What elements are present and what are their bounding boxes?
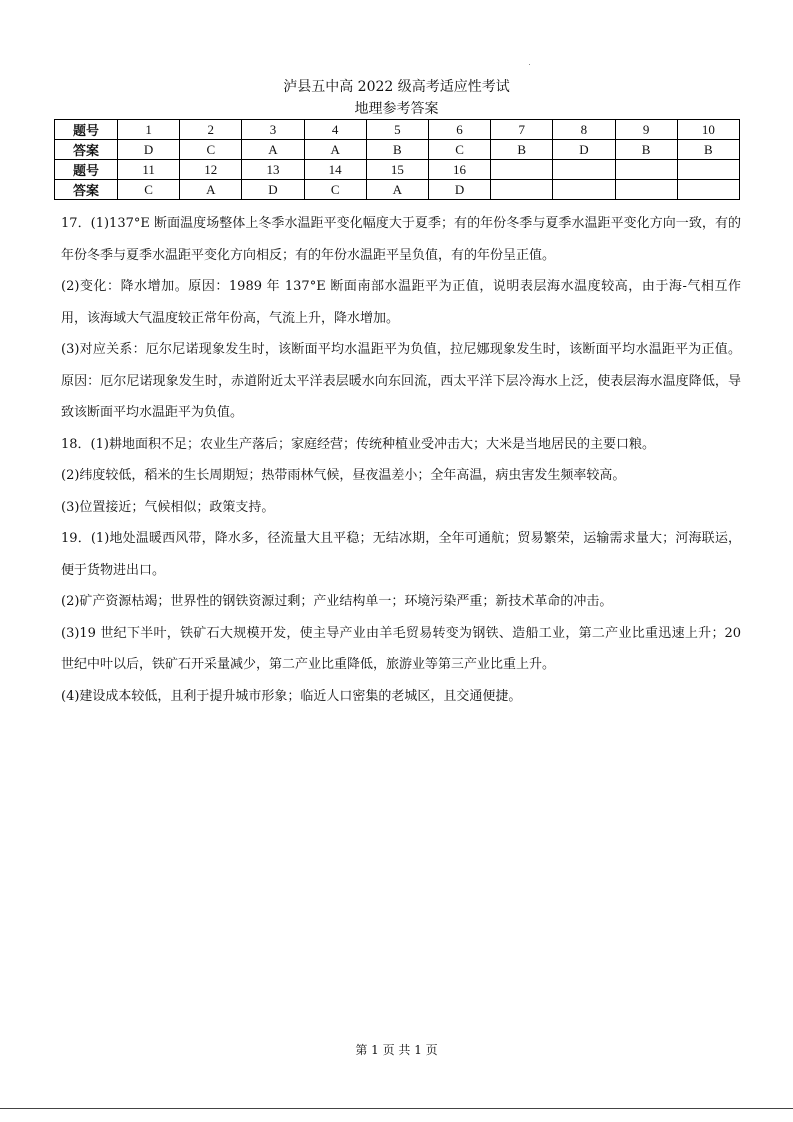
answer-cell: B bbox=[615, 140, 677, 160]
answer-cell: D bbox=[553, 140, 615, 160]
answer-key-subtitle: 地理参考答案 bbox=[354, 101, 439, 117]
row-label-answer: 答案 bbox=[55, 140, 118, 160]
question-number-cell: 13 bbox=[242, 160, 304, 180]
row-label-answer: 答案 bbox=[55, 180, 118, 200]
table-row bbox=[55, 120, 740, 140]
answer-cell: C bbox=[180, 140, 242, 160]
answer-table bbox=[54, 119, 740, 200]
question-number-cell: 10 bbox=[677, 120, 739, 140]
question-number-cell: 15 bbox=[366, 160, 428, 180]
answer-cell: B bbox=[366, 140, 428, 160]
question-number-cell: 3 bbox=[242, 120, 304, 140]
empty-cell bbox=[615, 160, 677, 180]
empty-cell bbox=[553, 160, 615, 180]
empty-cell bbox=[491, 180, 553, 200]
answer-paragraph-17-3: (3)对应关系：厄尔尼诺现象发生时，该断面平均水温距平为负值，拉尼娜现象发生时，该断面平均水温距平为正值。原因：厄尔尼诺现象发生时，赤道附近太平洋表层暖水向东回流，西太平洋下层冷海水上泛，使表层海水温度降低，导致该断面平均水温距平为负值。 bbox=[61, 342, 741, 420]
answer-cell: D bbox=[242, 180, 304, 200]
answer-cell: B bbox=[677, 140, 739, 160]
answer-cell: B bbox=[491, 140, 553, 160]
answer-explanations bbox=[61, 208, 741, 712]
page-footer: 第 1 页 共 1 页 bbox=[355, 1043, 438, 1057]
answer-paragraph-19-1: 19．(1)地处温暖西风带，降水多，径流量大且平稳；无结冰期，全年可通航；贸易繁荣，运输需求量大；河海联运，便于货物进出口。 bbox=[61, 531, 741, 578]
question-number-cell: 14 bbox=[304, 160, 366, 180]
empty-cell bbox=[677, 160, 739, 180]
empty-cell bbox=[553, 180, 615, 200]
answer-paragraph-19-4: (4)建设成本较低，且利于提升城市形象；临近人口密集的老城区，且交通便捷。 bbox=[61, 688, 522, 704]
answer-cell: A bbox=[366, 180, 428, 200]
answer-paragraph-17-1: 17．(1)137°E 断面温度场整体上冬季水温距平变化幅度大于夏季；有的年份冬季与夏季水温距平变化方向一致，有的年份冬季与夏季水温距平变化方向相反；有的年份水温距平呈负值，有的年份呈正值。 bbox=[61, 216, 741, 263]
question-number-cell: 5 bbox=[366, 120, 428, 140]
question-number-cell: 7 bbox=[491, 120, 553, 140]
empty-cell bbox=[615, 180, 677, 200]
bottom-divider bbox=[0, 1108, 793, 1109]
answer-paragraph-18-3: (3)位置接近；气候相似；政策支持。 bbox=[61, 499, 275, 515]
answer-paragraph-17-2: (2)变化：降水增加。原因：1989 年 137°E 断面南部水温距平为正值，说明表层海水温度较高，由于海-气相互作用，该海域大气温度较正常年份高，气流上升，降水增加。 bbox=[61, 279, 741, 326]
table-row bbox=[55, 180, 740, 200]
question-number-cell: 6 bbox=[428, 120, 490, 140]
question-number-cell: 2 bbox=[180, 120, 242, 140]
row-label-number: 题号 bbox=[55, 160, 118, 180]
answer-paragraph-19-3: (3)19 世纪下半叶，铁矿石大规模开发，使主导产业由羊毛贸易转变为钢铁、造船工业，第二产业比重迅速上升；20 世纪中叶以后，铁矿石开采量减少，第二产业比重降低，旅游业等第三产业比重上升。 bbox=[61, 625, 741, 672]
answer-cell: A bbox=[242, 140, 304, 160]
exam-title: 泸县五中高 2022 级高考适应性考试 bbox=[283, 79, 510, 95]
question-number-cell: 9 bbox=[615, 120, 677, 140]
answer-cell: C bbox=[428, 140, 490, 160]
question-number-cell: 8 bbox=[553, 120, 615, 140]
empty-cell bbox=[677, 180, 739, 200]
empty-cell bbox=[491, 160, 553, 180]
answer-cell: A bbox=[304, 140, 366, 160]
scan-speck bbox=[529, 64, 530, 65]
answer-cell: C bbox=[304, 180, 366, 200]
answer-paragraph-18-1: 18．(1)耕地面积不足；农业生产落后；家庭经营；传统种植业受冲击大；大米是当地居民的主要口粮。 bbox=[61, 436, 655, 452]
answer-cell: C bbox=[118, 180, 180, 200]
answer-cell: A bbox=[180, 180, 242, 200]
answer-paragraph-18-2: (2)纬度较低，稻米的生长周期短；热带雨林气候，昼夜温差小；全年高温，病虫害发生频率较高。 bbox=[61, 468, 626, 483]
question-number-cell: 11 bbox=[118, 160, 180, 180]
table-row bbox=[55, 140, 740, 160]
table-row bbox=[55, 160, 740, 180]
question-number-cell: 4 bbox=[304, 120, 366, 140]
answer-cell: D bbox=[428, 180, 490, 200]
question-number-cell: 1 bbox=[118, 120, 180, 140]
row-label-number: 题号 bbox=[55, 120, 118, 140]
answer-cell: D bbox=[118, 140, 180, 160]
answer-paragraph-19-2: (2)矿产资源枯竭；世界性的钢铁资源过剩；产业结构单一；环境污染严重；新技术革命的冲击。 bbox=[61, 594, 613, 609]
question-number-cell: 12 bbox=[180, 160, 242, 180]
question-number-cell: 16 bbox=[428, 160, 490, 180]
